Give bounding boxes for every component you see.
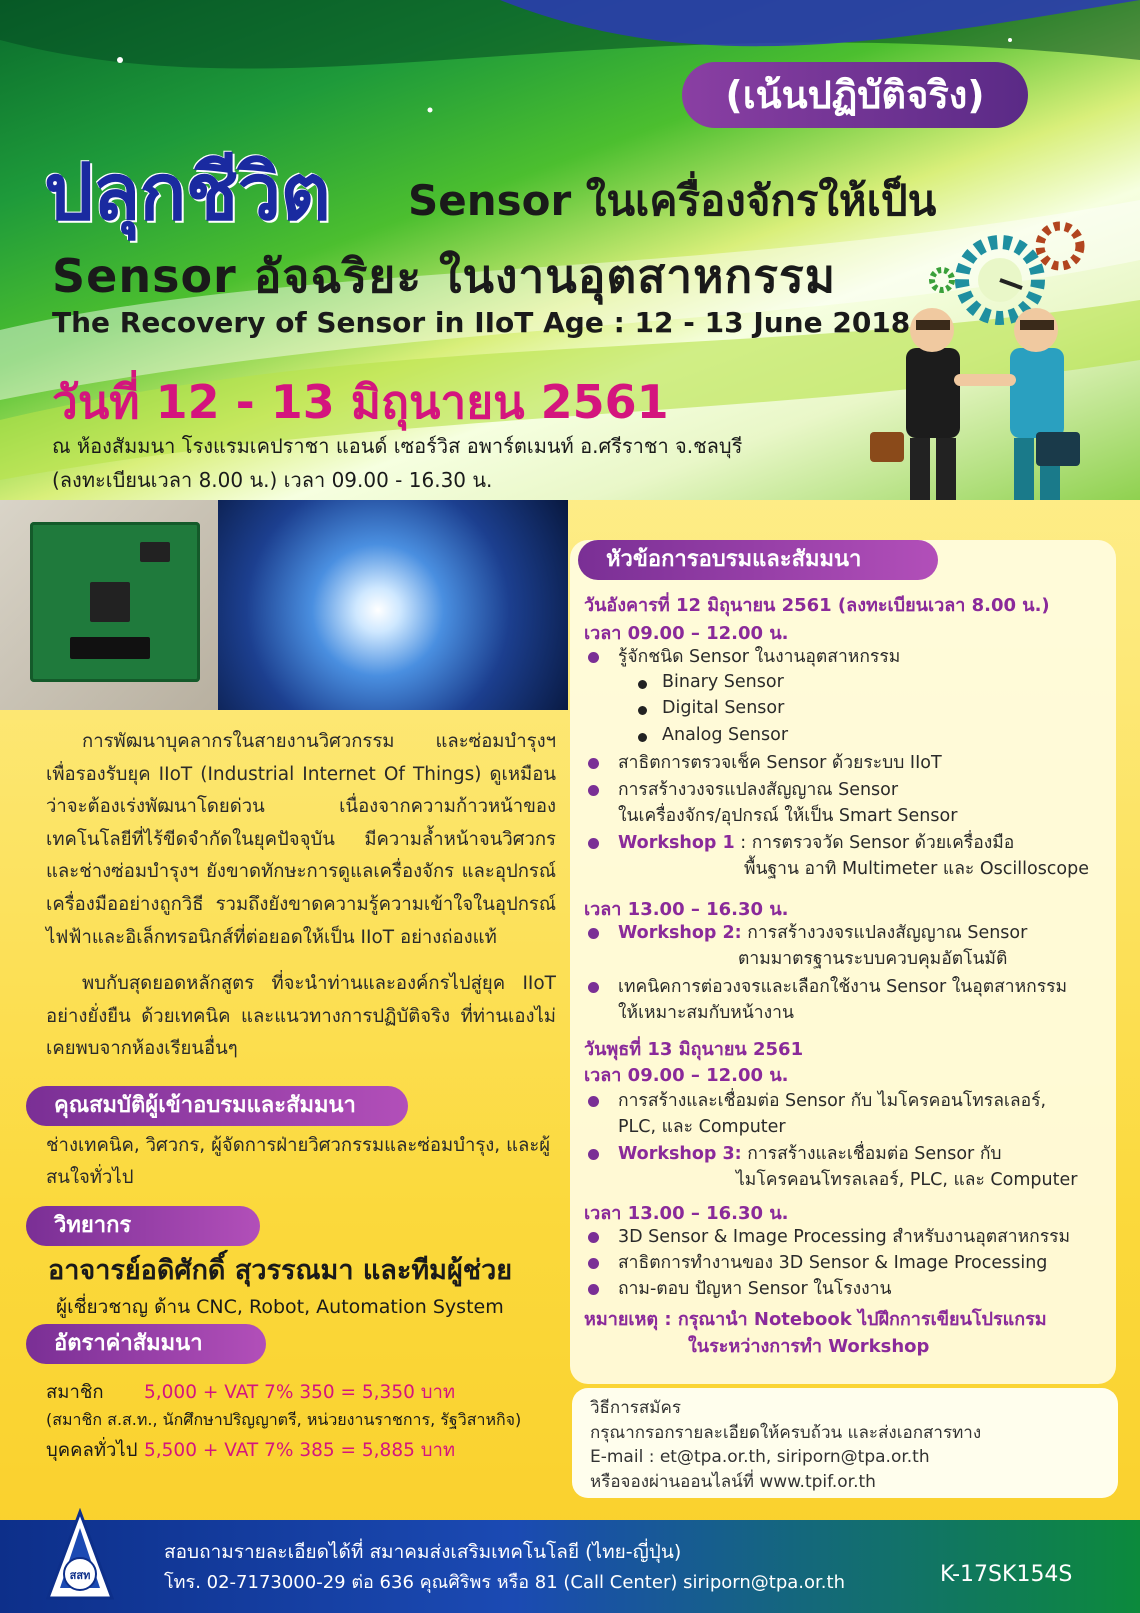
- workshop-2-label: Workshop 2:: [618, 923, 742, 943]
- workshop-2-line-1: การสร้างวงจรแปลงสัญญาณ Sensor: [747, 923, 1028, 943]
- fee-member-label: สมาชิก: [46, 1382, 104, 1403]
- workshop-3-label: Workshop 3:: [618, 1144, 742, 1164]
- remark-note-line-1: หมายเหตุ : กรุณานำ Notebook ไปฝึกการเขียนโปรแกรม: [584, 1309, 1047, 1330]
- fee-member-value: 5,000 + VAT 7% 350 = 5,350 บาท: [144, 1382, 456, 1403]
- topic-item-line: ในเครื่องจักร/อุปกรณ์ ให้เป็น Smart Sensor: [618, 806, 958, 826]
- application-website[interactable]: หรือจองผ่านออนไลน์ที่ www.tpif.or.th: [590, 1471, 876, 1492]
- application-line-1: กรุณากรอกรายละเอียดให้ครบถ้วน และส่งเอกสารทาง: [590, 1422, 982, 1443]
- topics-card: [570, 540, 1116, 1384]
- brain-glow-photo: [218, 500, 568, 710]
- fee-member-note: (สมาชิก ส.ส.ท., นักศึกษาปริญญาตรี, หน่วยงานราชการ, รัฐวิสาหกิจ): [46, 1410, 522, 1429]
- speaker-heading: วิทยากร: [26, 1206, 260, 1246]
- topic-item: รู้จักชนิด Sensor ในงานอุตสาหกรรม: [618, 644, 900, 670]
- course-code: K-17SK154S: [940, 1562, 1073, 1587]
- workshop-3-line-1: การสร้างและเชื่อมต่อ Sensor กับ: [747, 1144, 1002, 1164]
- topic-item: ถาม-ตอบ ปัญหา Sensor ในโรงงาน: [618, 1276, 892, 1302]
- topic-subitem: Binary Sensor: [662, 672, 784, 692]
- intro-text: [46, 726, 556, 1066]
- workshop-2-line-2: ตามมาตรฐานระบบควบคุมอัตโนมัติ: [738, 949, 1008, 969]
- topic-item-line: PLC, และ Computer: [618, 1117, 786, 1137]
- footer-contact-line-2: โทร. 02-7173000-29 ต่อ 636 คุณศิริพร หรือ 81 (Call Center) siriporn@tpa.or.th: [164, 1572, 845, 1593]
- application-card: [572, 1388, 1118, 1498]
- workshop-1-label: Workshop 1: [618, 833, 735, 853]
- day-2-afternoon-time: เวลา 13.00 – 16.30 น.: [584, 1203, 789, 1224]
- topic-item: [618, 777, 957, 829]
- topic-item: [618, 1088, 1046, 1140]
- remark-note-line-2: ในระหว่างการทำ Workshop: [688, 1336, 930, 1357]
- hero-banner: [0, 0, 1140, 500]
- title-line-1: Sensor ในเครื่องจักรให้เป็น: [408, 176, 937, 225]
- fee-general-label: บุคคลทั่วไป: [46, 1440, 138, 1461]
- topic-subitem: Digital Sensor: [662, 698, 785, 718]
- topic-subitem: Analog Sensor: [662, 725, 789, 745]
- topic-item-line: เทคนิคการต่อวงจรและเลือกใช้งาน Sensor ในอุตสาหกรรม: [618, 977, 1068, 997]
- fee-member: [46, 1378, 455, 1407]
- qualifications-heading: คุณสมบัติผู้เข้าอบรมและสัมมนา: [26, 1086, 408, 1126]
- circuit-board-photo: [0, 500, 218, 710]
- title-english: The Recovery of Sensor in IIoT Age : 12 - 13 June 2018: [52, 306, 911, 339]
- day-1-morning-time: เวลา 09.00 – 12.00 น.: [584, 623, 789, 644]
- fee-general: [46, 1436, 455, 1465]
- workshop-1-line-2: พื้นฐาน อาทิ Multimeter และ Oscilloscope: [744, 859, 1090, 879]
- day-1-afternoon-time: เวลา 13.00 – 16.30 น.: [584, 899, 789, 920]
- workshop-1-item: [618, 830, 1089, 882]
- application-email[interactable]: E-mail : et@tpa.or.th, siriporn@tpa.or.th: [590, 1447, 930, 1467]
- topic-item-line: การสร้างวงจรแปลงสัญญาณ Sensor: [618, 780, 899, 800]
- workshop-2-item: [618, 920, 1027, 972]
- event-date: วันที่ 12 - 13 มิถุนายน 2561: [52, 375, 669, 429]
- day-1-heading: วันอังคารที่ 12 มิถุนายน 2561 (ลงทะเบียนเวลา 8.00 น.): [584, 595, 1050, 616]
- day-2-heading: วันพุธที่ 13 มิถุนายน 2561: [584, 1039, 804, 1060]
- workshop-3-line-2: ไมโครคอนโทรลเลอร์, PLC, และ Computer: [736, 1170, 1078, 1190]
- application-title: วิธีการสมัคร: [590, 1398, 681, 1418]
- speaker-role: ผู้เชี่ยวชาญ ด้าน CNC, Robot, Automation System: [56, 1296, 504, 1318]
- day-2-morning-time: เวลา 09.00 – 12.00 น.: [584, 1065, 789, 1086]
- title-highlight: ปลุกชีวิต: [44, 148, 330, 238]
- fees-heading: อัตราค่าสัมมนา: [26, 1324, 266, 1364]
- event-time: (ลงทะเบียนเวลา 8.00 น.) เวลา 09.00 - 16.30 น.: [52, 468, 493, 492]
- intro-paragraph-1: การพัฒนาบุคลากรในสายงานวิศวกรรม และซ่อมบำรุงฯ เพื่อรองรับยุค IIoT (Industrial Internet Of Things) ดูเหมือนว่าจะต้องเร่งพัฒนาโดยด่วน เนื่องจากความก้าวหน้าของเทคโนโลยีที่ไร้ขีดจำกัดในยุคปัจจุบัน มีความล้ำหน้าจนวิศวกร และช่างซ่อมบำรุงฯ ยังขาดทักษะการดูแลเครื่องจักร และอุปกรณ์เครื่องมืออย่างถูกวิธี รวมถึงยังขาดความรู้ความเข้าใจในอุปกรณ์ไฟฟ้าและอิเล็กทรอนิกส์ที่ต่อยอดให้เป็น IIoT อย่างถ่องแท้: [46, 731, 556, 948]
- topic-item-line: การสร้างและเชื่อมต่อ Sensor กับ ไมโครคอนโทรลเลอร์,: [618, 1091, 1047, 1111]
- title-line-2: Sensor อัจฉริยะ ในงานอุตสาหกรรม: [52, 249, 837, 303]
- speaker-name: อาจารย์อดิศักดิ์ สุวรรณมา และทีมผู้ช่วย: [48, 1255, 513, 1286]
- topic-item: 3D Sensor & Image Processing สำหรับงานอุตสาหกรรม: [618, 1224, 1070, 1250]
- topic-item: [618, 974, 1067, 1026]
- topic-item: สาธิตการตรวจเช็ค Sensor ด้วยระบบ IIoT: [618, 750, 942, 776]
- intro-paragraph-2: พบกับสุดยอดหลักสูตร ที่จะนำท่านและองค์กรไปสู่ยุค IIoT อย่างยั่งยืน ด้วยเทคนิค และแนวทางการปฏิบัติจริง ที่ท่านเองไม่เคยพบจากห้องเรียนอื่นๆ: [46, 973, 556, 1060]
- qualifications-text: ช่างเทคนิค, วิศวกร, ผู้จัดการฝ่ายวิศวกรรมและซ่อมบำรุง, และผู้สนใจทั่วไป: [46, 1135, 551, 1188]
- footer-contact-line-1: สอบถามรายละเอียดได้ที่ สมาคมส่งเสริมเทคโนโลยี (ไทย-ญี่ปุ่น): [164, 1541, 682, 1563]
- workshop-3-item: [618, 1141, 1077, 1193]
- event-venue: ณ ห้องสัมมนา โรงแรมเคปราชา แอนด์ เซอร์วิส อพาร์ตเมนท์ อ.ศรีราชา จ.ชลบุรี: [52, 434, 743, 458]
- header-photo: [0, 500, 568, 710]
- topics-heading: หัวข้อการอบรมและสัมมนา: [578, 540, 938, 580]
- fee-general-value: 5,500 + VAT 7% 385 = 5,885 บาท: [144, 1440, 456, 1461]
- workshop-1-line-1: : การตรวจวัด Sensor ด้วยเครื่องมือ: [740, 833, 1015, 853]
- tpa-logo-icon: [40, 1508, 120, 1604]
- topic-item-line: ให้เหมาะสมกับหน้างาน: [618, 1003, 794, 1023]
- logo-text: สสท: [69, 1569, 91, 1582]
- topic-item: สาธิตการทำงานของ 3D Sensor & Image Processing: [618, 1250, 1047, 1276]
- remark-note: [584, 1306, 1047, 1360]
- emphasis-badge: (เน้นปฏิบัติจริง): [682, 62, 1028, 128]
